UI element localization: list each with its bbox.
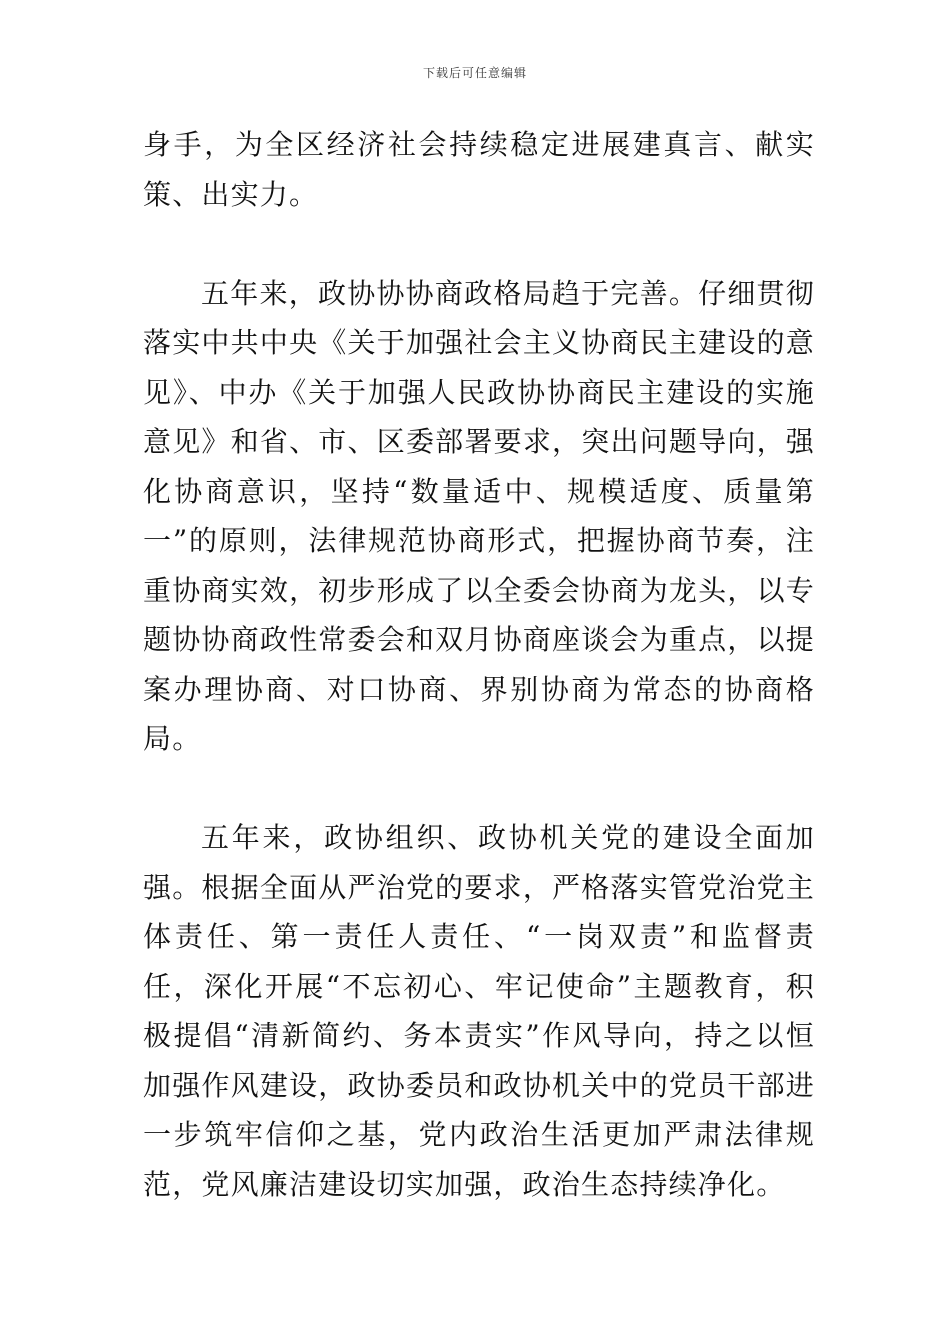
paragraph-spacer — [143, 764, 815, 814]
paragraph-continuation: 身手，为全区经济社会持续稳定进展建真言、献实策、出实力。 — [143, 128, 815, 211]
paragraph-spacer — [143, 219, 815, 269]
paragraph-consultation-pattern: 五年来，政协协协商政格局趋于完善。仔细贯彻落实中共中央《关于加强社会主义协商民主建设的意见》、中办《关于加强人民政协协商民主建设的实施意见》和省、市、区委部署要求，突出问题导向，强化协商意识，坚持“数量适中、规模适度、质量第一”的原则，法律规范协商形式，把握协商节奏，注重协商实效，初步形成了以全委会协商为龙头，以专题协协商政性常委会和双月协商座谈会为重点，以提案办理协商、对口协商、界别协商为常态的协商格局。 — [143, 276, 815, 755]
header-note: 下载后可任意编辑 — [422, 66, 527, 80]
paragraph-party-building: 五年来，政协组织、政协机关党的建设全面加强。根据全面从严治党的要求，严格落实管党治党主体责任、第一责任人责任、“一岗双责”和监督责任，深化开展“不忘初心、牢记使命”主题教育，积极提倡“清新简约、务本责实”作风导向，持之以恒加强作风建设，政协委员和政协机关中的党员干部进一步筑牢信仰之基，党内政治生活更加严肃法律规范，党风廉洁建设切实加强，政治生态持续净化。 — [143, 821, 815, 1201]
document-body — [143, 120, 815, 1209]
